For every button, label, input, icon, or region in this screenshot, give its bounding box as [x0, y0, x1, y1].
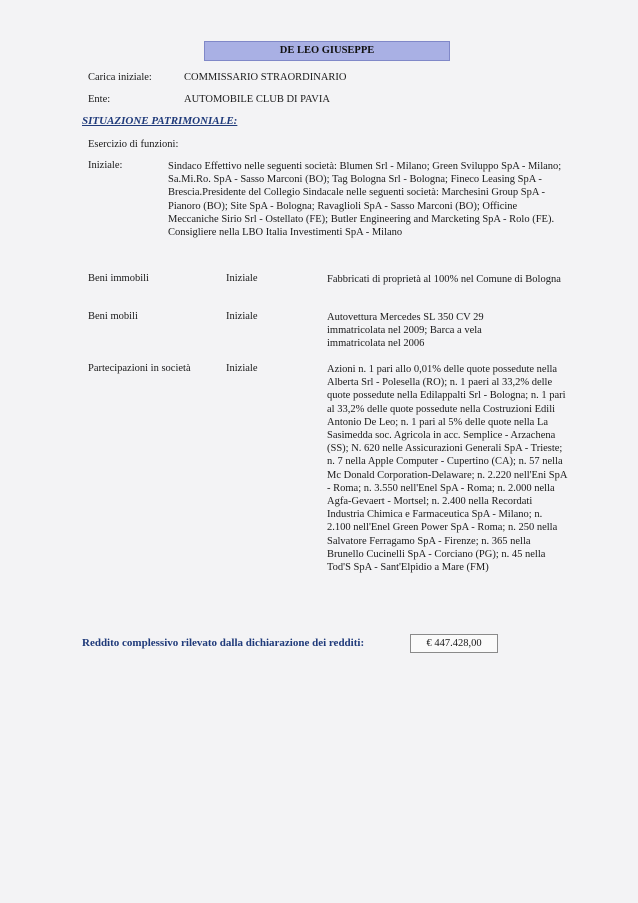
- asset-desc-mobili: Autovettura Mercedes SL 350 CV 29 immatricolata nel 2009; Barca a vela immatricolata nel 2006: [327, 312, 484, 350]
- reddito-value-box: € 447.428,00: [410, 634, 498, 653]
- asset-state-immobili: Iniziale: [226, 273, 258, 284]
- asset-type-immobili: Beni immobili: [88, 273, 149, 284]
- carica-value: COMMISSARIO STRAORDINARIO: [184, 72, 347, 83]
- funzioni-text: Sindaco Effettivo nelle seguenti società: Blumen Srl - Milano; Green Sviluppo SpA - Milano; Sa.Mi.Ro. SpA - Sasso Marconi (BO); Tag Bologna Srl - Bologna; Fineco Leasing SpA - Brescia.Presidente del Collegio Sindacale nelle seguenti società: Marchesini Group SpA - Pianoro (BO); Site SpA - Bologna; Ravaglioli SpA - Sasso Marconi (BO); Officine Meccaniche Sirio Srl - Ostellato (FE); Butler Engineering and Marcketing SpA - Rolo (FE). Consigliere nella LBO Italia Investimenti SpA - Milano: [168, 161, 562, 239]
- person-name-header: DE LEO GIUSEPPE: [204, 41, 450, 61]
- section-title: SITUAZIONE PATRIMONIALE:: [82, 115, 238, 127]
- ente-value: AUTOMOBILE CLUB DI PAVIA: [184, 94, 330, 105]
- funzioni-label: Iniziale:: [88, 160, 123, 171]
- ente-label: Ente:: [88, 94, 111, 105]
- esercizio-label: Esercizio di funzioni:: [88, 139, 179, 150]
- carica-label: Carica iniziale:: [88, 72, 152, 83]
- asset-state-partecipazioni: Iniziale: [226, 363, 258, 374]
- reddito-label: Reddito complessivo rilevato dalla dichiarazione dei redditi:: [82, 637, 365, 649]
- asset-type-partecipazioni: Partecipazioni in società: [88, 363, 191, 374]
- asset-state-mobili: Iniziale: [226, 311, 258, 322]
- asset-type-mobili: Beni mobili: [88, 311, 138, 322]
- asset-desc-partecipazioni: Azioni n. 1 pari allo 0,01% delle quote possedute nella Alberta Srl - Polesella (RO); n. 1 paeri al 33,2% delle quote possedute nella Edilappalti Srl - Bologna; n. 1 pari al 33,2% delle quote possedute nella Costruzioni Edili Antonio De Leo; n. 1 pari al 5% delle quote nella La Sasimedda soc. Agricola in acc. Semplice - Arzachena (SS); N. 620 nelle Assicurazioni Generali SpA - Trieste; n. 7 nella Apple Computer - Cupertino (CA); n. 57 nella Mc Donald Corporation-Delaware; n. 2.220 nell'Eni SpA - Roma; n. 3.550 nell'Enel SpA - Roma; n. 2.000 nella Agfa-Gevaert - Mortsel; n. 2.400 nella Recordati Industria Chimica e Farmaceutica SpA - Milano; n. 2.100 nell'Enel Green Power SpA - Roma; n. 250 nella Salvatore Ferragamo SpA - Firenze; n. 365 nella Brunello Cucinelli SpA - Corciano (PG); n. 45 nella Tod'S SpA - Sant'Elpidio a Mare (FM): [327, 364, 567, 574]
- asset-desc-immobili: Fabbricati di proprietà al 100% nel Comune di Bologna: [327, 274, 561, 285]
